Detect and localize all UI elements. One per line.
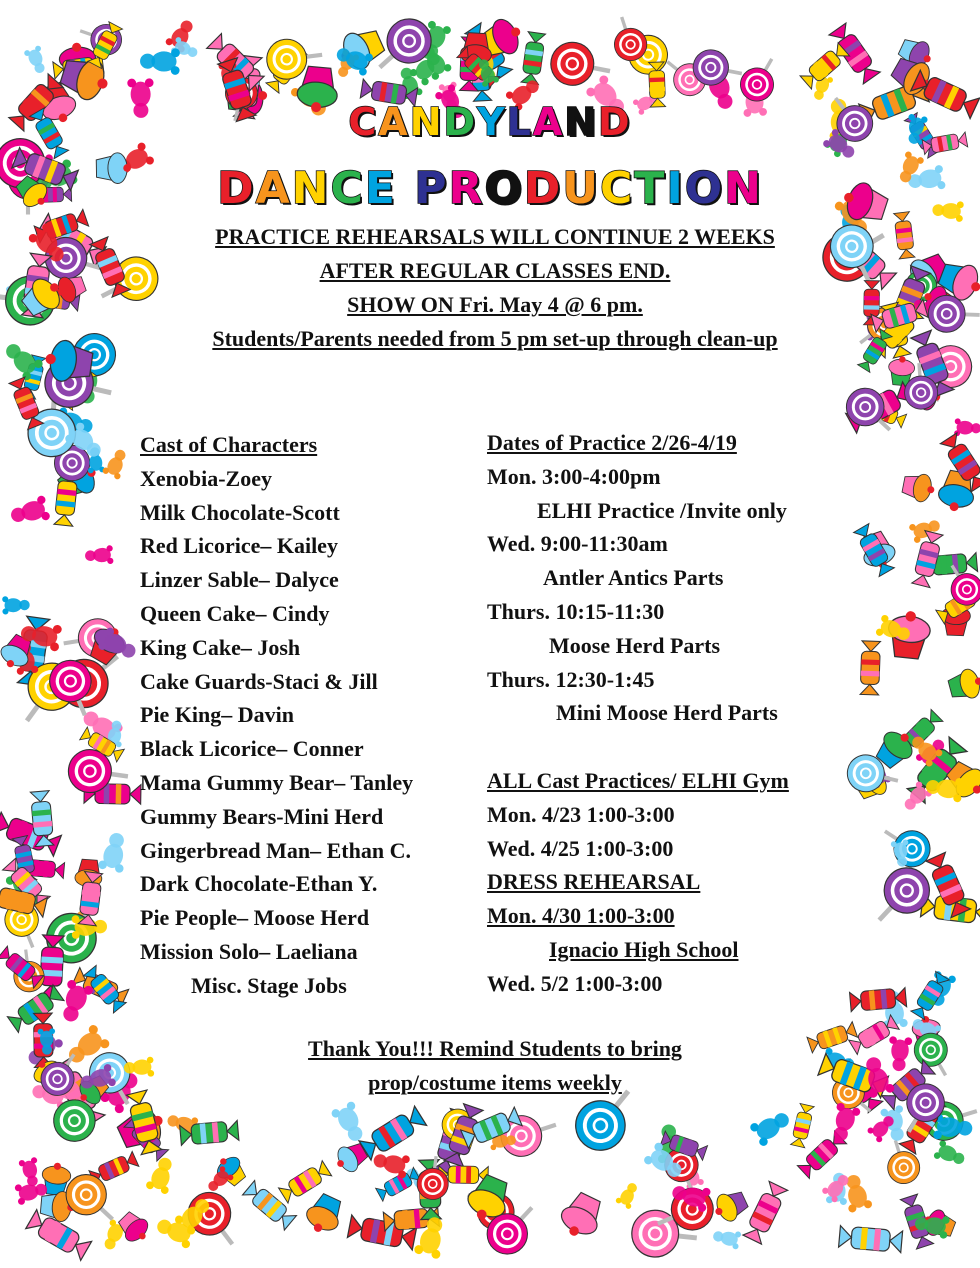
candy-icon [359,1106,427,1160]
lollipop-icon [734,51,786,107]
cast-member: King Cake– Josh [140,634,301,660]
gummy-bear-icon [749,1106,795,1148]
cupcake-icon [555,1189,608,1244]
cast-member: Pie King– Davin [140,702,295,728]
candy-icon [243,1181,297,1231]
candy-icon [860,641,880,695]
cast-member: Dark Chocolate-Ethan Y. [140,871,378,897]
cast-member: Red Licorice– Kailey [140,533,338,559]
gummy-bear-icon [98,831,131,874]
practice-group: ELHI Practice /Invite only [537,497,787,523]
cast-member: Xenobia-Zoey [140,465,272,491]
cast-member: Cake Guards-Staci & Jill [140,668,378,694]
candy-icon [743,1181,788,1244]
gummy-bear-icon [85,545,114,565]
practice-time: Wed. 9:00-11:30am [487,531,668,557]
cast-member: Milk Chocolate-Scott [140,499,340,525]
practice-time: Thurs. 10:15-11:30 [487,598,665,624]
gummy-bear-icon [371,1148,411,1179]
footer-line-2: prop/costume items weekly [368,1070,622,1095]
gummy-bear-icon [908,515,943,544]
cast-member: Black Licorice– Conner [140,736,364,762]
lollipop-icon [496,1105,562,1161]
announcement-line-3: SHOW ON Fri. May 4 @ 6 pm. [347,292,643,317]
gummy-bear-icon [933,1139,968,1169]
gummy-bear-icon [23,45,49,76]
practice-group: Moose Herd Parts [549,632,721,658]
gummy-bear-icon [827,1102,861,1144]
candy-icon [521,32,546,85]
footer-line-1: Thank You!!! Remind Students to bring [308,1036,682,1061]
announcement-line-4: Students/Parents needed from 5 pm set-up through clean-up [212,326,778,351]
spacer [487,730,789,764]
cast-heading: Cast of Characters [140,432,318,457]
all-cast-heading: ALL Cast Practices/ ELHI Gym [487,767,789,793]
announcement-line-2: AFTER REGULAR CLASSES END. [319,258,671,283]
cupcake-icon [901,471,937,504]
gummy-bear-icon [102,446,131,480]
cast-member: Pie People– Moose Herd [140,905,370,931]
cast-member: Gingerbread Man– Ethan C. [140,837,411,863]
gummy-bear-icon [330,1100,370,1145]
candy-icon [839,1226,903,1253]
practice-time: Thurs. 12:30-1:45 [487,666,655,692]
cupcake-icon [946,666,980,703]
candy-icon [791,1103,815,1147]
cupcake-icon [301,1191,347,1239]
dress-rehearsal-heading: DRESS REHEARSAL [487,869,701,895]
practice-schedule [487,426,789,1001]
gummy-bear-icon [140,48,180,75]
title-dance-production: DANCE PRODUCTION [217,163,763,214]
gummy-bear-icon [8,495,51,529]
gummy-bear-icon [615,1180,642,1210]
gummy-bear-icon [2,596,30,615]
cast-member: Mama Gummy Bear– Tanley [140,769,414,795]
practice-group: Antler Antics Parts [543,565,724,591]
dress-rehearsal-location: Ignacio High School [549,936,739,962]
all-cast-date: Mon. 4/23 1:00-3:00 [487,801,675,827]
practice-time: Mon. 3:00-4:00pm [487,463,661,489]
announcement-line-1: PRACTICE REHEARSALS WILL CONTINUE 2 WEEKS [215,224,775,249]
all-cast-date: Wed. 4/25 1:00-3:00 [487,835,674,861]
gummy-bear-icon [145,1155,178,1195]
title-candyland: CANDYLAND [348,100,632,144]
dress-rehearsal-date: Wed. 5/2 1:00-3:00 [487,970,663,996]
cupcake-icon [710,1186,751,1225]
practice-group: Mini Moose Herd Parts [556,700,778,726]
cast-member: Gummy Bears-Mini Herd [140,803,384,829]
cast-member: Linzer Sable– Dalyce [140,567,339,593]
cast-member: Queen Cake– Cindy [140,600,330,626]
cast-misc: Misc. Stage Jobs [191,972,347,998]
gummy-bear-icon [18,1157,43,1189]
gummy-bear-icon [954,418,980,437]
practice-heading: Dates of Practice 2/26-4/19 [487,430,737,455]
cast-list [140,428,413,1003]
gummy-bear-icon [711,1227,741,1250]
lollipop-icon [863,859,939,936]
cast-member: Mission Solo– Laeliana [140,938,358,964]
dress-rehearsal-date: Mon. 4/30 1:00-3:00 [487,903,675,929]
